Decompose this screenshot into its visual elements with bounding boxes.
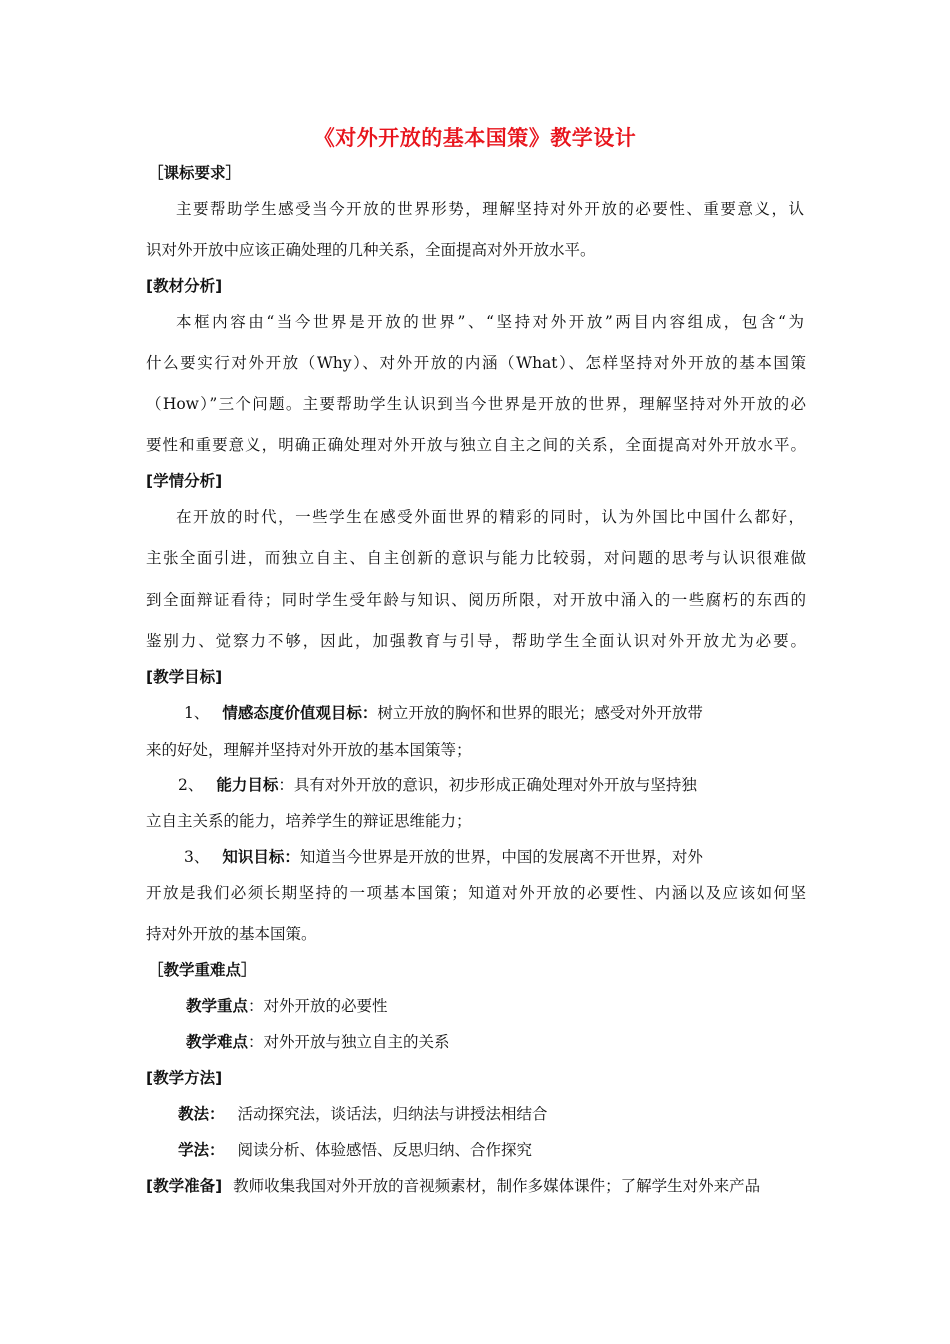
heading-goals: [教学目标]: [146, 668, 223, 686]
goal-3-number: 3、: [184, 848, 210, 866]
goal-1-number: 1、: [184, 704, 210, 722]
goal-1-text: 树立开放的胸怀和世界的眼光；感受对外开放带: [377, 704, 703, 722]
goal-2: [178, 774, 697, 796]
textbook-line-2: 什么要实行对外开放（Why）、对外开放的内涵（What）、怎样坚持对外开放的基本国策: [146, 354, 806, 372]
key-focus-label: 教学重点: [186, 997, 249, 1015]
goal-2-number: 2、: [178, 776, 204, 794]
key-difficulty-text: ：对外开放与独立自主的关系: [248, 1033, 450, 1051]
goal-1-label: 情感态度价值观目标：: [222, 704, 378, 722]
goal-2-text: ：具有对外开放的意识，初步形成正确处理对外开放与坚持独: [278, 776, 697, 794]
textbook-line-3: （How）”三个问题。主要帮助学生认识到当今世界是开放的世界，理解坚持对外开放的必: [146, 395, 806, 413]
students-line-2: 主张全面引进，而独立自主、自主创新的意识与能力比较弱，对问题的思考与认识很难做: [146, 549, 806, 567]
goal-3-continued-1: 开放是我们必须长期坚持的一项基本国策；知道对外开放的必要性、内涵以及应该如何坚: [146, 884, 806, 902]
document-title: 《对外开放的基本国策》教学设计: [313, 126, 637, 150]
heading-curriculum: ［课标要求］: [148, 164, 242, 182]
key-difficulty-label: 教学难点: [186, 1033, 249, 1051]
goal-1-continued: 来的好处，理解并坚持对外开放的基本国策等；: [146, 741, 472, 759]
heading-students: [学情分析]: [146, 472, 223, 490]
textbook-line-4: 要性和重要意义，明确正确处理对外开放与独立自主之间的关系，全面提高对外开放水平。: [146, 436, 806, 454]
method-learn-label: 学法：: [178, 1141, 225, 1159]
goal-2-label: 能力目标: [216, 776, 279, 794]
goal-3-text: 知道当今世界是开放的世界，中国的发展离不开世界，对外: [299, 848, 703, 866]
key-difficulty: [186, 1031, 450, 1053]
curriculum-line-2: 识对外开放中应该正确处理的几种关系，全面提高对外开放水平。: [146, 241, 596, 259]
heading-keypoints: ［教学重难点］: [148, 961, 257, 979]
students-line-3: 到全面辩证看待；同时学生受年龄与知识、阅历所限，对开放中涌入的一些腐朽的东西的: [146, 591, 806, 609]
key-focus-text: ：对外开放的必要性: [248, 997, 388, 1015]
curriculum-line-1: 主要帮助学生感受当今开放的世界形势，理解坚持对外开放的必要性、重要意义，认: [176, 200, 804, 218]
method-teach: [178, 1103, 547, 1125]
prep: [146, 1175, 760, 1197]
method-teach-label: 教法：: [178, 1105, 225, 1123]
method-learn-text: 阅读分析、体验感悟、反思归纳、合作探究: [237, 1141, 532, 1159]
textbook-line-1: 本框内容由“当今世界是开放的世界”、“坚持对外开放”两目内容组成，包含“为: [176, 313, 804, 331]
method-learn: [178, 1139, 532, 1161]
heading-textbook: [教材分析]: [146, 277, 223, 295]
goal-3: [184, 846, 703, 868]
method-teach-text: 活动探究法，谈话法，归纳法与讲授法相结合: [237, 1105, 548, 1123]
heading-prep: [教学准备]: [146, 1177, 223, 1195]
goal-3-continued-2: 持对外开放的基本国策。: [146, 925, 317, 943]
students-line-4: 鉴别力、觉察力不够，因此，加强教育与引导，帮助学生全面认识对外开放尤为必要。: [146, 632, 806, 650]
goal-1: [184, 702, 703, 724]
students-line-1: 在开放的时代，一些学生在感受外面世界的精彩的同时，认为外国比中国什么都好，: [176, 508, 804, 526]
key-focus: [186, 995, 388, 1017]
goal-2-continued: 立自主关系的能力，培养学生的辩证思维能力；: [146, 812, 472, 830]
prep-text: 教师收集我国对外开放的音视频素材，制作多媒体课件；了解学生对外来产品: [233, 1177, 761, 1195]
heading-methods: [教学方法]: [146, 1069, 223, 1087]
goal-3-label: 知识目标：: [222, 848, 300, 866]
